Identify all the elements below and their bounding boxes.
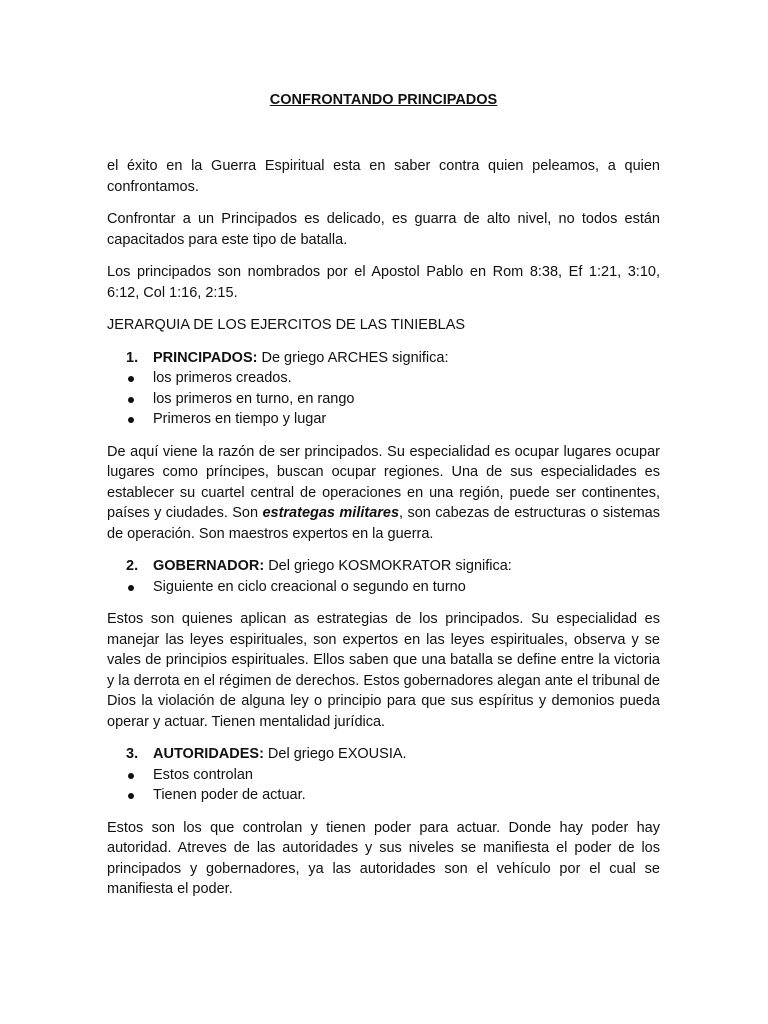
- document-title: CONFRONTANDO PRINCIPADOS: [269, 92, 498, 108]
- list-item: Siguiente en ciclo creacional o segundo en turno: [107, 577, 660, 598]
- bullet-icon: [128, 585, 134, 591]
- section-label: PRINCIPADOS:: [153, 349, 258, 366]
- bullet-icon: [128, 773, 134, 779]
- list-item: Primeros en tiempo y lugar: [107, 409, 660, 430]
- bullet-list-autoridades: [107, 765, 660, 806]
- section-number: 1.: [126, 349, 139, 366]
- paragraph-gobernador-description: Estos son quienes aplican as estrategias de los principados. Su especialidad es manejar las leyes espirituales, son expertos en las leyes espirituales, observa y se vales de principios espirituales. Ellos saben que una batalla se define entre la victoria y la derrota en el régimen de derechos. Estos gobernadores alegan ante el tribunal de Dios la violación de alguna ley o principio para que sus espíritus y demonios pueda operar y actuar. Tienen mentalidad jurídica.: [107, 611, 660, 730]
- list-item: Tienen poder de actuar.: [107, 785, 660, 806]
- section-number: 2.: [126, 558, 139, 574]
- bullet-list-principados: [107, 368, 660, 430]
- paragraph-confrontar: Confrontar a un Principados es delicado, es guarra de alto nivel, no todos están capacitados para este tipo de batalla.: [107, 211, 660, 248]
- section-gobernador: [107, 556, 660, 577]
- emphasis-text: estrategas militares: [262, 505, 400, 521]
- bullet-list-gobernador: [107, 577, 660, 598]
- section-text: De griego ARCHES significa:: [257, 349, 449, 366]
- paragraph-principados-description: De aquí viene la razón de ser principados. Su especialidad es ocupar lugares ocupar lugares como príncipes, buscan ocupar regiones. Una de sus especialidades es establecer su cuartel central de operaciones en una región, puede ser continentes, países y ciudades. Son estrategas militares, son cabezas de estructuras o sistemas de operación. Son maestros expertos en la guerra.: [107, 443, 660, 542]
- section-number: 3.: [126, 746, 139, 762]
- section-label: AUTORIDADES:: [153, 746, 264, 762]
- document-body: [107, 156, 660, 912]
- section-text: Del griego EXOUSIA.: [263, 746, 407, 762]
- list-item: Estos controlan: [107, 765, 660, 786]
- list-item: los primeros creados.: [107, 368, 660, 389]
- bullet-icon: [128, 417, 134, 423]
- section-label: GOBERNADOR:: [153, 558, 265, 574]
- hierarchy-heading: JERARQUIA DE LOS EJERCITOS DE LAS TINIEBLAS: [107, 317, 466, 333]
- paragraph-references: Los principados son nombrados por el Apostol Pablo en Rom 8:38, Ef 1:21, 3:10, 6:12, Col 1:16, 2:15.: [107, 264, 660, 301]
- paragraph-intro: el éxito en la Guerra Espiritual esta en saber contra quien peleamos, a quien confrontamos.: [107, 158, 660, 195]
- paragraph-autoridades-description: Estos son los que controlan y tienen poder para actuar. Donde hay poder hay autoridad. Atreves de las autoridades y sus niveles se manifiesta el poder de los principados y gobernadores, ya las autoridades son el vehículo por el cual se manifiesta el poder.: [107, 819, 660, 897]
- bullet-icon: [128, 793, 134, 799]
- list-item: los primeros en turno, en rango: [107, 389, 660, 410]
- section-principados: [107, 348, 660, 369]
- bullet-icon: [128, 376, 134, 382]
- section-autoridades: [107, 744, 660, 765]
- section-text: Del griego KOSMOKRATOR significa:: [264, 558, 512, 574]
- bullet-icon: [128, 397, 134, 403]
